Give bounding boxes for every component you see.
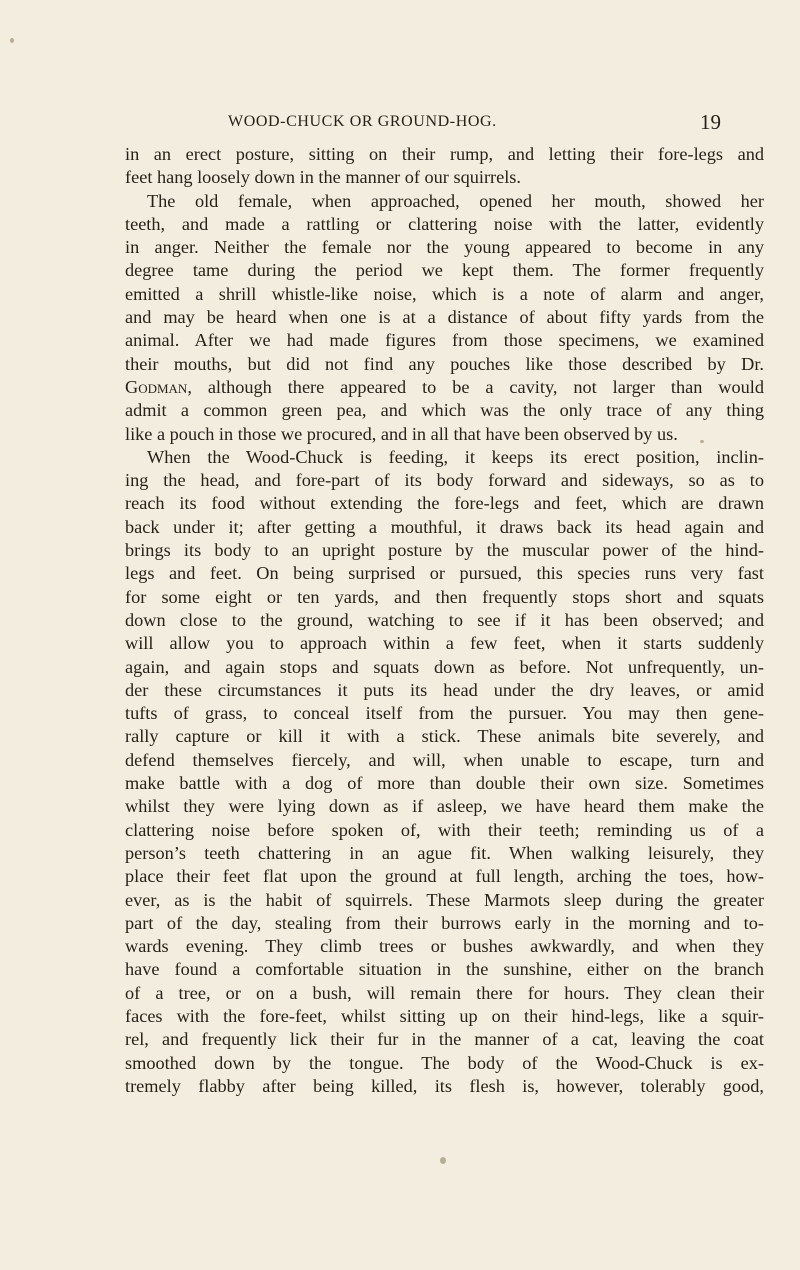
text-line: animal. After we had made figures from those specimens, we examined: [125, 330, 764, 351]
text-line: feet hang loosely down in the manner of our squirrels.: [125, 167, 521, 188]
text-line: degree tame during the period we kept them. The former frequently: [125, 260, 764, 281]
text-line: wards evening. They climb trees or bushes awkwardly, and when they: [125, 936, 764, 957]
running-head: WOOD-CHUCK OR GROUND-HOG.: [228, 113, 497, 130]
page-number: 19: [700, 110, 721, 134]
text-line: rally capture or kill it with a stick. These animals bite severely, and: [125, 726, 764, 747]
text-line: faces with the fore-feet, whilst sitting up on their hind-legs, like a squir-: [125, 1005, 764, 1026]
text-line: will allow you to approach within a few feet, when it starts suddenly: [125, 633, 764, 654]
text-line: rel, and frequently lick their fur in the manner of a cat, leaving the coat: [125, 1029, 764, 1050]
text-line: place their feet flat upon the ground at full length, arching the toes, how-: [125, 866, 764, 887]
text-line: and may be heard when one is at a distance of about fifty yards from the: [125, 307, 764, 328]
text-line: their mouths, but did not find any pouches like those described by Dr.: [125, 353, 764, 374]
text-line: reach its food without extending the fore-legs and feet, which are drawn: [125, 493, 764, 514]
text-line: clattering noise before spoken of, with their teeth; reminding us of a: [125, 819, 764, 840]
text-line: legs and feet. On being surprised or pursued, this species runs very fast: [125, 563, 764, 584]
text-line: tremely flabby after being killed, its flesh is, however, tolerably good,: [125, 1075, 764, 1096]
text-line: like a pouch in those we procured, and in all that have been observed by us.: [125, 423, 678, 444]
text-line: back under it; after getting a mouthful, it draws back its head again and: [125, 516, 764, 537]
text-line: ing the head, and fore-part of its body forward and sideways, so as to: [125, 470, 764, 491]
text-line: of a tree, or on a bush, will remain there for hours. They clean their: [125, 982, 764, 1003]
text-line: defend themselves fiercely, and will, when unable to escape, turn and: [125, 749, 764, 770]
text-line: smoothed down by the tongue. The body of the Wood-Chuck is ex-: [125, 1052, 764, 1073]
author-name: Godman: [125, 376, 188, 397]
text-line: brings its body to an upright posture by the muscular power of the hind-: [125, 540, 764, 561]
text-line: down close to the ground, watching to see if it has been observed; and: [125, 609, 764, 630]
paper-speck: [700, 440, 704, 443]
paper-speck: [10, 38, 14, 43]
text-line: der these circumstances it puts its head under the dry leaves, or amid: [125, 679, 764, 700]
text-line: admit a common green pea, and which was the only trace of any thing: [125, 400, 764, 421]
text-line: The old female, when approached, opened her mouth, showed her: [147, 190, 764, 211]
text-line: teeth, and made a rattling or clattering noise with the latter, evidently: [125, 213, 764, 234]
text-line: whilst they were lying down as if asleep, we have heard them make the: [125, 796, 764, 817]
text-line: tufts of grass, to conceal itself from the pursuer. You may then gene-: [125, 703, 764, 724]
text-line: make battle with a dog of more than double their own size. Sometimes: [125, 773, 764, 794]
text-line: have found a comfortable situation in the sunshine, either on the branch: [125, 959, 764, 980]
text-line: in anger. Neither the female nor the young appeared to become in any: [125, 237, 764, 258]
text-line: person’s teeth chattering in an ague fit. When walking leisurely, they: [125, 842, 764, 863]
text-line: in an erect posture, sitting on their rump, and letting their fore-legs and: [125, 144, 764, 164]
text-line: emitted a shrill whistle-like noise, which is a note of alarm and anger,: [125, 283, 764, 304]
text-line: for some eight or ten yards, and then frequently stops short and squats: [125, 586, 764, 607]
text-line: When the Wood-Chuck is feeding, it keeps its erect position, inclin-: [147, 446, 764, 467]
text-line: again, and again stops and squats down as before. Not unfrequently, un-: [125, 656, 764, 677]
body-text: [125, 143, 764, 1098]
text-line: part of the day, stealing from their burrows early in the morning and to-: [125, 912, 764, 933]
paper-speck: [440, 1157, 446, 1164]
text-line: Godman, although there appeared to be a cavity, not larger than would: [125, 376, 764, 397]
text-line: ever, as is the habit of squirrels. These Marmots sleep during the greater: [125, 889, 764, 910]
